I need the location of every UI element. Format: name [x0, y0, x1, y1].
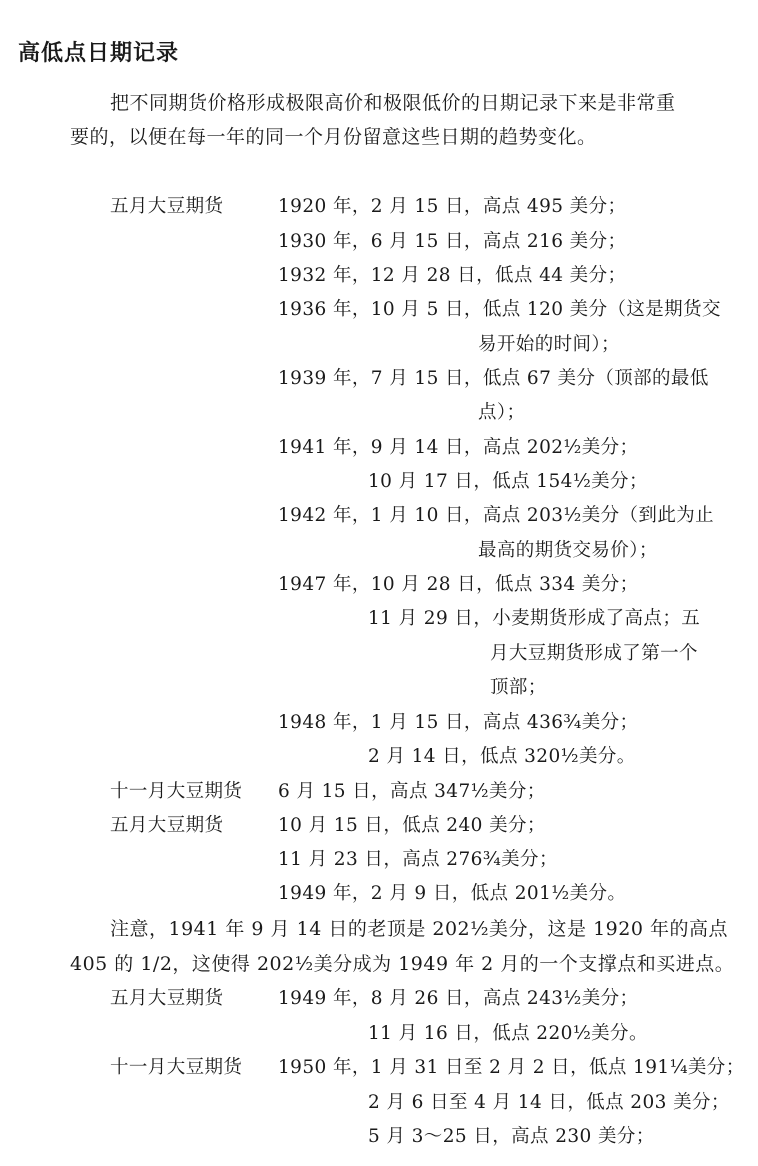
record-row	[0, 1051, 758, 1085]
record-entry: 易开始的时间）；	[478, 334, 620, 355]
record-row	[0, 534, 758, 568]
record-entry: 11 月 23 日，高点 276¾美分；	[278, 849, 558, 870]
note-line-1: 注意，1941 年 9 月 14 日的老顶是 202½美分，这是 1920 年的高点	[110, 918, 728, 940]
record-entry: 1932 年，12 月 28 日，低点 44 美分；	[278, 265, 627, 286]
record-row	[0, 809, 758, 843]
record-entry: 顶部；	[490, 677, 547, 698]
record-row	[0, 1086, 758, 1120]
record-entry: 1949 年，8 月 26 日，高点 243½美分；	[278, 988, 639, 1009]
record-row	[0, 843, 758, 877]
record-row	[0, 225, 758, 259]
record-entry: 1947 年，10 月 28 日，低点 334 美分；	[278, 574, 639, 595]
record-row	[0, 465, 758, 499]
contract-label: 十一月大豆期货	[110, 781, 243, 802]
record-entry: 月大豆期货形成了第一个	[490, 643, 698, 664]
record-entry: 1942 年，1 月 10 日，高点 203½美分（到此为止	[278, 505, 715, 526]
record-entry: 1939 年，7 月 15 日，低点 67 美分（顶部的最低	[278, 368, 709, 389]
record-row	[0, 396, 758, 430]
contract-label: 十一月大豆期货	[110, 1057, 243, 1078]
record-row	[0, 293, 758, 327]
record-entry: 10 月 17 日，低点 154½美分；	[368, 471, 648, 492]
record-row	[0, 706, 758, 740]
contract-label: 五月大豆期货	[110, 988, 224, 1009]
record-row	[0, 431, 758, 465]
record-entry: 11 月 16 日，低点 220½美分。	[368, 1023, 648, 1044]
contract-label: 五月大豆期货	[110, 815, 224, 836]
intro-line-1: 把不同期货价格形成极限高价和极限低价的日期记录下来是非常重	[110, 92, 676, 114]
record-row	[0, 1120, 758, 1154]
record-row	[0, 982, 758, 1016]
note-line-2: 405 的 1/2，这使得 202½美分成为 1949 年 2 月的一个支撑点和买进点。	[70, 953, 735, 975]
record-row	[0, 190, 758, 224]
record-row	[0, 568, 758, 602]
record-row	[0, 671, 758, 705]
record-entry: 11 月 29 日，小麦期货形成了高点；五	[368, 608, 701, 629]
record-entry: 点）；	[478, 402, 526, 423]
record-entry: 1936 年，10 月 5 日，低点 120 美分（这是期货交	[278, 299, 721, 320]
record-entry: 1949 年，2 月 9 日，低点 201½美分。	[278, 883, 627, 904]
contract-label: 五月大豆期货	[110, 196, 224, 217]
record-entry: 6 月 15 日，高点 347½美分；	[278, 781, 546, 802]
record-row	[0, 259, 758, 293]
record-row	[0, 499, 758, 533]
record-entry: 5 月 3～25 日，高点 230 美分；	[368, 1126, 655, 1147]
record-entry: 1930 年，6 月 15 日，高点 216 美分；	[278, 231, 627, 252]
record-row	[0, 602, 758, 636]
section-heading: 高低点日期记录	[18, 41, 180, 66]
record-entry: 1941 年，9 月 14 日，高点 202½美分；	[278, 437, 639, 458]
record-entry: 2 月 6 日至 4 月 14 日，低点 203 美分；	[368, 1092, 730, 1113]
record-entry: 最高的期货交易价）；	[478, 540, 658, 561]
record-row	[0, 877, 758, 911]
record-row	[0, 362, 758, 396]
record-entry: 1920 年，2 月 15 日，高点 495 美分；	[278, 196, 627, 217]
record-row	[0, 1017, 758, 1051]
record-row	[0, 740, 758, 774]
record-entry: 1948 年，1 月 15 日，高点 436¾美分；	[278, 712, 639, 733]
record-row	[0, 328, 758, 362]
record-row	[0, 637, 758, 671]
record-row	[0, 775, 758, 809]
intro-line-2: 要的，以便在每一年的同一个月份留意这些日期的趋势变化。	[70, 126, 597, 148]
record-entry: 2 月 14 日，低点 320½美分。	[368, 746, 636, 767]
record-entry: 1950 年，1 月 31 日至 2 月 2 日，低点 191¼美分；	[278, 1057, 745, 1078]
record-entry: 10 月 15 日，低点 240 美分；	[278, 815, 546, 836]
